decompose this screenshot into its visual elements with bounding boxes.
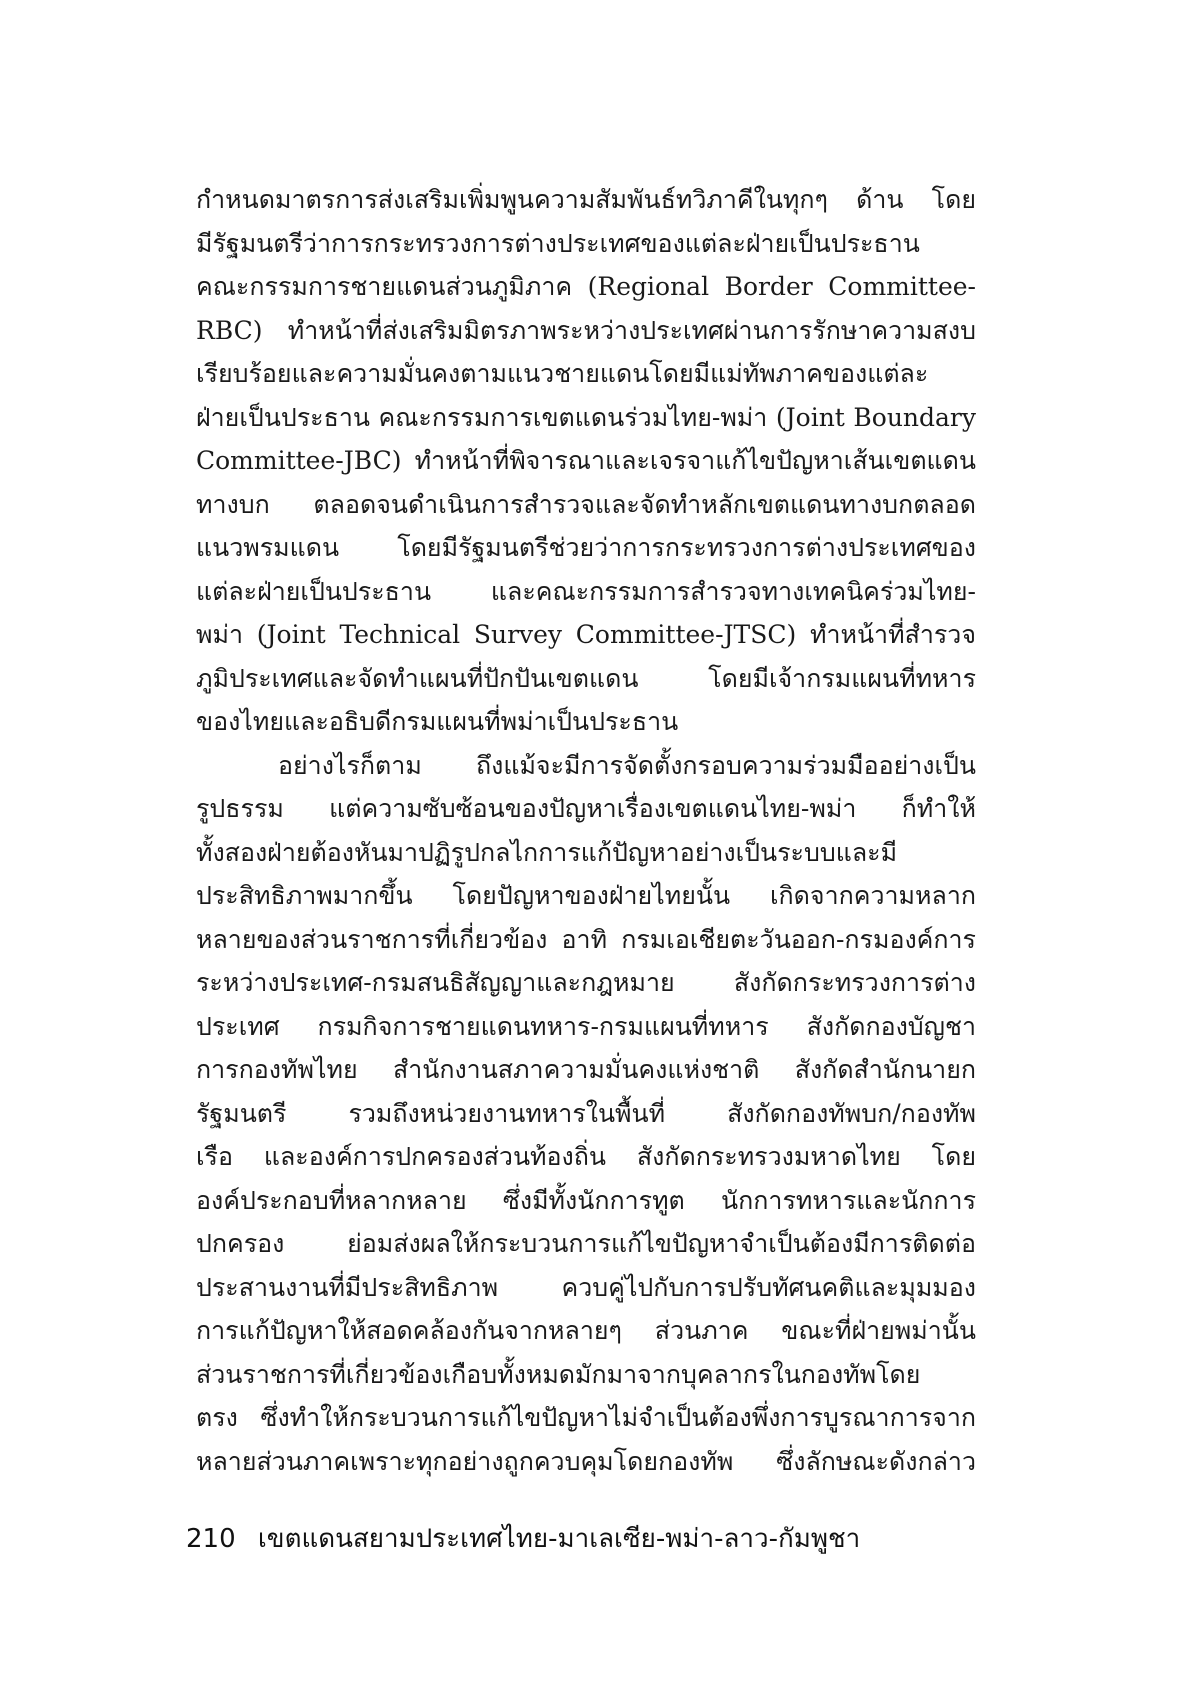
text-line: การกองทัพไทย สำนักงานสภาความมั่นคงแห่งชาติ สังกัดสำนักนายก: [196, 1055, 976, 1084]
text-line: หลายส่วนภาคเพราะทุกอย่างถูกควบคุมโดยกองทัพ ซึ่งลักษณะดังกล่าว: [196, 1446, 976, 1476]
text-line: ประเทศ กรมกิจการชายแดนทหาร-กรมแผนที่ทหาร สังกัดกองบัญชา: [196, 1011, 976, 1041]
text-line: กำหนดมาตรการส่งเสริมเพิ่มพูนความสัมพันธ์ทวิภาคีในทุกๆ ด้าน โดย: [196, 185, 976, 214]
text-line: หลายของส่วนราชการที่เกี่ยวข้อง อาทิ กรมเอเชียตะวันออก-กรมองค์การ: [196, 924, 976, 954]
text-line: ฝ่ายเป็นประธาน คณะกรรมการเขตแดนร่วมไทย-พม่า (Joint Boundary: [196, 402, 976, 432]
text-line: ภูมิประเทศและจัดทำแผนที่ปักปันเขตแดน โดยมีเจ้ากรมแผนที่ทหาร: [196, 663, 976, 693]
text-line: พม่า (Joint Technical Survey Committee-JTSC) ทำหน้าที่สำรวจ: [196, 620, 976, 649]
text-line: ทั้งสองฝ่ายต้องหันมาปฏิรูปกลไกการแก้ปัญหาอย่างเป็นระบบและมี: [196, 837, 898, 867]
text-line: ประสานงานที่มีประสิทธิภาพ ควบคู่ไปกับการปรับทัศนคติและมุมมอง: [196, 1272, 976, 1302]
text-line: เรือ และองค์การปกครองส่วนท้องถิ่น สังกัดกระทรวงมหาดไทย โดย: [196, 1142, 976, 1171]
body-text: [196, 178, 976, 1483]
text-line: ตรง ซึ่งทำให้กระบวนการแก้ไขปัญหาไม่จำเป็นต้องพึ่งการบูรณาการจาก: [196, 1403, 976, 1432]
text-line: RBC) ทำหน้าที่ส่งเสริมมิตรภาพระหว่างประเทศผ่านการรักษาความสงบ: [196, 315, 976, 345]
page-footer: [186, 1518, 860, 1559]
page-number: 210: [186, 1524, 236, 1554]
text-line: องค์ประกอบที่หลากหลาย ซึ่งมีทั้งนักการทูต นักการทหารและนักการ: [196, 1185, 976, 1215]
text-line: การแก้ปัญหาให้สอดคล้องกันจากหลายๆ ส่วนภาค ขณะที่ฝ่ายพม่านั้น: [196, 1316, 976, 1345]
running-title: เขตแดนสยามประเทศไทย-มาเลเซีย-พม่า-ลาว-กัมพูชา: [257, 1524, 861, 1554]
text-line: แต่ละฝ่ายเป็นประธาน และคณะกรรมการสำรวจทางเทคนิคร่วมไทย-: [196, 576, 976, 606]
text-line: Committee-JBC) ทำหน้าที่พิจารณาและเจรจาแก้ไขปัญหาเส้นเขตแดน: [196, 446, 976, 475]
text-line: แนวพรมแดน โดยมีรัฐมนตรีช่วยว่าการกระทรวงการต่างประเทศของ: [196, 533, 976, 562]
text-line: ประสิทธิภาพมากขึ้น โดยปัญหาของฝ่ายไทยนั้น เกิดจากความหลาก: [196, 881, 976, 910]
text-line: ปกครอง ย่อมส่งผลให้กระบวนการแก้ไขปัญหาจำเป็นต้องมีการติดต่อ: [196, 1229, 976, 1258]
text-line: ของไทยและอธิบดีกรมแผนที่พม่าเป็นประธาน: [196, 707, 679, 736]
text-line: มีรัฐมนตรีว่าการกระทรวงการต่างประเทศของแต่ละฝ่ายเป็นประธาน: [196, 228, 920, 258]
text-line: รูปธรรม แต่ความซับซ้อนของปัญหาเรื่องเขตแดนไทย-พม่า ก็ทำให้: [196, 794, 976, 823]
text-line: ทางบก ตลอดจนดำเนินการสำรวจและจัดทำหลักเขตแดนทางบกตลอด: [196, 489, 976, 519]
paragraph-2: [196, 744, 976, 1484]
text-line: คณะกรรมการชายแดนส่วนภูมิภาค (Regional Border Committee-: [196, 272, 976, 301]
text-line: ระหว่างประเทศ-กรมสนธิสัญญาและกฎหมาย สังกัดกระทรวงการต่าง: [196, 968, 976, 997]
text-line: เรียบร้อยและความมั่นคงตามแนวชายแดนโดยมีแม่ทัพภาคของแต่ละ: [196, 359, 929, 388]
text-line: ส่วนราชการที่เกี่ยวข้องเกือบทั้งหมดมักมาจากบุคลากรในกองทัพโดย: [196, 1359, 921, 1389]
text-line: รัฐมนตรี รวมถึงหน่วยงานทหารในพื้นที่ สังกัดกองทัพบก/กองทัพ: [196, 1098, 976, 1128]
paragraph-1: [196, 178, 976, 744]
text-line: อย่างไรก็ตาม ถึงแม้จะมีการจัดตั้งกรอบความร่วมมืออย่างเป็น: [278, 750, 976, 780]
